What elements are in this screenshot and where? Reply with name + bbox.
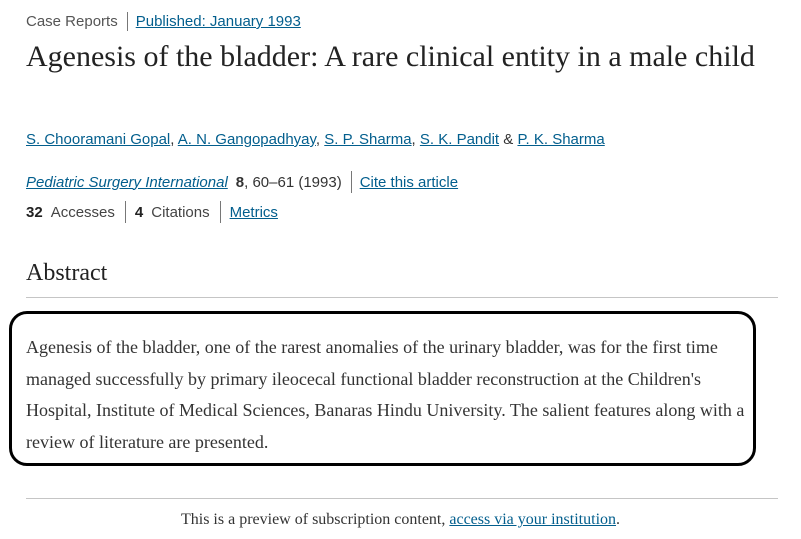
author-separator: ,	[411, 131, 416, 148]
institution-access-link[interactable]: access via your institution	[449, 511, 617, 528]
abstract-heading: Abstract	[26, 260, 108, 286]
preview-notice	[0, 511, 801, 529]
meta-divider	[127, 12, 128, 31]
author-link[interactable]: S. Chooramani Gopal	[26, 131, 171, 148]
journal-pages-year: , 60–61 (1993)	[244, 173, 342, 191]
accesses-count: 32	[26, 203, 43, 221]
cite-article-link[interactable]: Cite this article	[359, 173, 459, 191]
citation-divider	[351, 171, 352, 193]
preview-suffix: .	[616, 511, 621, 528]
author-separator: ,	[170, 131, 175, 148]
article-metrics	[26, 201, 278, 223]
journal-link[interactable]: Pediatric Surgery International	[26, 173, 228, 191]
abstract-text: Agenesis of the bladder, one of the rarest anomalies of the urinary bladder, was for the first time managed successfully by primary ileocecal functional bladder reconstruction at the Children's Hospital, Institute of Medical Sciences, Banaras Hindu University. The salient features along with a review of literature are presented.	[26, 337, 745, 452]
author-link[interactable]: P. K. Sharma	[517, 131, 605, 148]
article-type: Case Reports	[26, 13, 118, 30]
author-list	[26, 131, 605, 148]
metrics-divider	[125, 201, 126, 223]
article-title: Agenesis of the bladder: A rare clinical entity in a male child	[26, 40, 755, 73]
author-link[interactable]: S. P. Sharma	[324, 131, 412, 148]
author-separator: ,	[315, 131, 321, 148]
citation-line	[26, 171, 458, 193]
author-separator-amp: &	[503, 131, 514, 148]
journal-volume: 8	[235, 173, 245, 191]
citations-count: 4	[134, 203, 144, 221]
published-date-link[interactable]: Published: January 1993	[135, 13, 301, 30]
citations-label: Citations	[151, 203, 210, 221]
author-link[interactable]: S. K. Pandit	[419, 131, 500, 148]
metrics-divider	[220, 201, 221, 223]
metrics-link[interactable]: Metrics	[229, 203, 278, 221]
section-divider	[26, 297, 778, 298]
author-link[interactable]: A. N. Gangopadhyay	[177, 131, 316, 148]
section-divider	[26, 498, 778, 499]
accesses-label: Accesses	[50, 203, 115, 221]
preview-prefix: This is a preview of subscription content,	[180, 511, 450, 528]
article-meta	[26, 12, 301, 31]
